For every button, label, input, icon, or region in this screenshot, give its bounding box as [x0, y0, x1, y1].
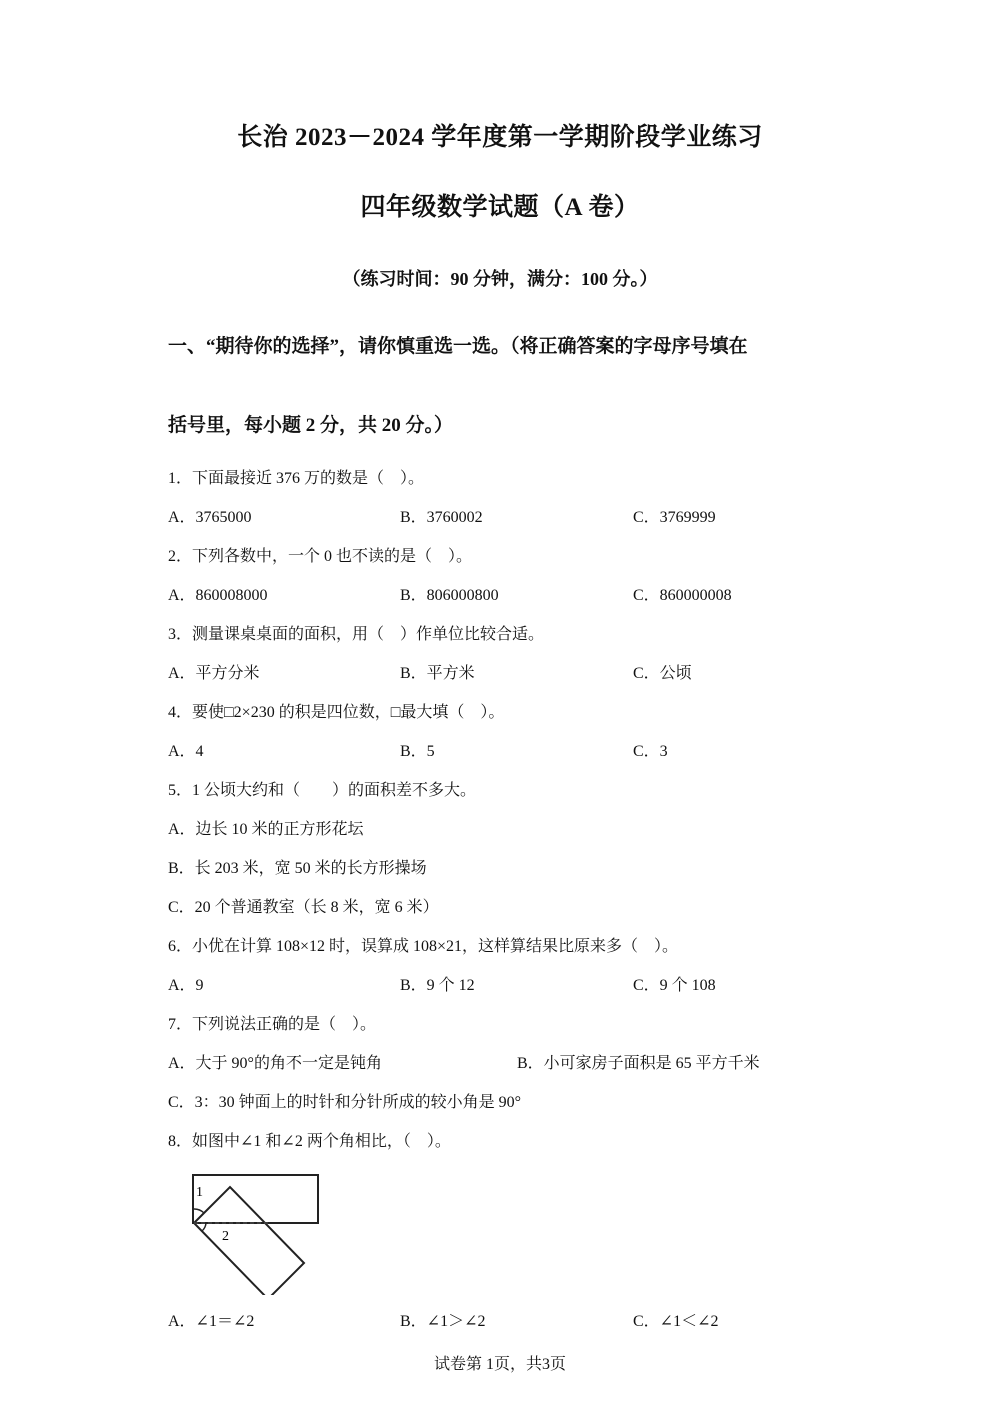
- question-2-option-c: C．860000008: [633, 587, 732, 604]
- question-7-option-a: A．大于 90°的角不一定是钝角: [168, 1055, 382, 1072]
- question-5-stem: 5．1 公顷大约和（ ）的面积差不多大。: [168, 782, 477, 799]
- question-3-option-b: B．平方米: [400, 665, 475, 682]
- question-1-option-a: A．3765000: [168, 509, 252, 526]
- question-8-option-b: B．∠1＞∠2: [400, 1313, 486, 1330]
- angle-2-label: 2: [222, 1229, 229, 1244]
- question-4-option-c: C．3: [633, 743, 668, 760]
- question-4-stem: 4．要使□2×230 的积是四位数，□最大填（ ）。: [168, 704, 505, 721]
- question-7-option-c: C．3：30 钟面上的时针和分针所成的较小角是 90°: [168, 1094, 522, 1111]
- angle-figure: [180, 1165, 320, 1295]
- question-1-stem: 1．下面最接近 376 万的数是（ ）。: [168, 470, 425, 487]
- question-3-stem: 3．测量课桌桌面的面积，用（ ）作单位比较合适。: [168, 626, 545, 643]
- page-footer: 试卷第 1页，共3页: [433, 1356, 566, 1373]
- question-5-option-b: B．长 203 米，宽 50 米的长方形操场: [168, 860, 427, 877]
- question-1-option-b: B．3760002: [400, 509, 483, 526]
- question-3-option-a: A．平方分米: [168, 665, 260, 682]
- section-heading-line2: 括号里，每小题 2 分，共 20 分。）: [168, 415, 454, 436]
- section-heading-line1: 一、“期待你的选择”，请你慎重选一选。（将正确答案的字母序号填在: [168, 336, 748, 357]
- horizontal-rectangle: [193, 1175, 318, 1223]
- question-2-option-b: B．806000800: [400, 587, 499, 604]
- question-6-option-c: C．9 个 108: [633, 977, 716, 994]
- question-6-stem: 6．小优在计算 108×12 时，误算成 108×21，这样算结果比原来多（ ）。: [168, 938, 679, 955]
- question-7-option-b: B．小可家房子面积是 65 平方千米: [517, 1055, 760, 1072]
- question-4-option-b: B．5: [400, 743, 435, 760]
- exam-title: 长治 2023－2024 学年度第一学期阶段学业练习: [237, 124, 763, 151]
- angle-1-label: 1: [196, 1185, 203, 1200]
- question-8-option-c: C．∠1＜∠2: [633, 1313, 719, 1330]
- question-5-option-a: A．边长 10 米的正方形花坛: [168, 821, 364, 838]
- angle-figure-svg: [180, 1165, 320, 1295]
- question-8-option-a: A．∠1＝∠2: [168, 1313, 255, 1330]
- time-note: （练习时间：90 分钟，满分：100 分。）: [342, 269, 658, 289]
- angle-1-arc: [194, 1209, 204, 1213]
- question-4-option-a: A．4: [168, 743, 204, 760]
- question-2-option-a: A．860008000: [168, 587, 268, 604]
- exam-subtitle: 四年级数学试题（A 卷）: [360, 194, 640, 221]
- question-7-stem: 7．下列说法正确的是（ ）。: [168, 1016, 377, 1033]
- question-2-stem: 2．下列各数中，一个 0 也不读的是（ ）。: [168, 548, 473, 565]
- question-6-option-b: B．9 个 12: [400, 977, 475, 994]
- question-5-option-c: C．20 个普通教室（长 8 米，宽 6 米）: [168, 899, 439, 916]
- question-1-option-c: C．3769999: [633, 509, 716, 526]
- question-3-option-c: C．公顷: [633, 665, 692, 682]
- tilted-rectangle: [194, 1187, 304, 1295]
- question-8-stem: 8．如图中∠1 和∠2 两个角相比，（ ）。: [168, 1133, 451, 1150]
- question-6-option-a: A．9: [168, 977, 204, 994]
- angle-2-arc: [202, 1223, 206, 1231]
